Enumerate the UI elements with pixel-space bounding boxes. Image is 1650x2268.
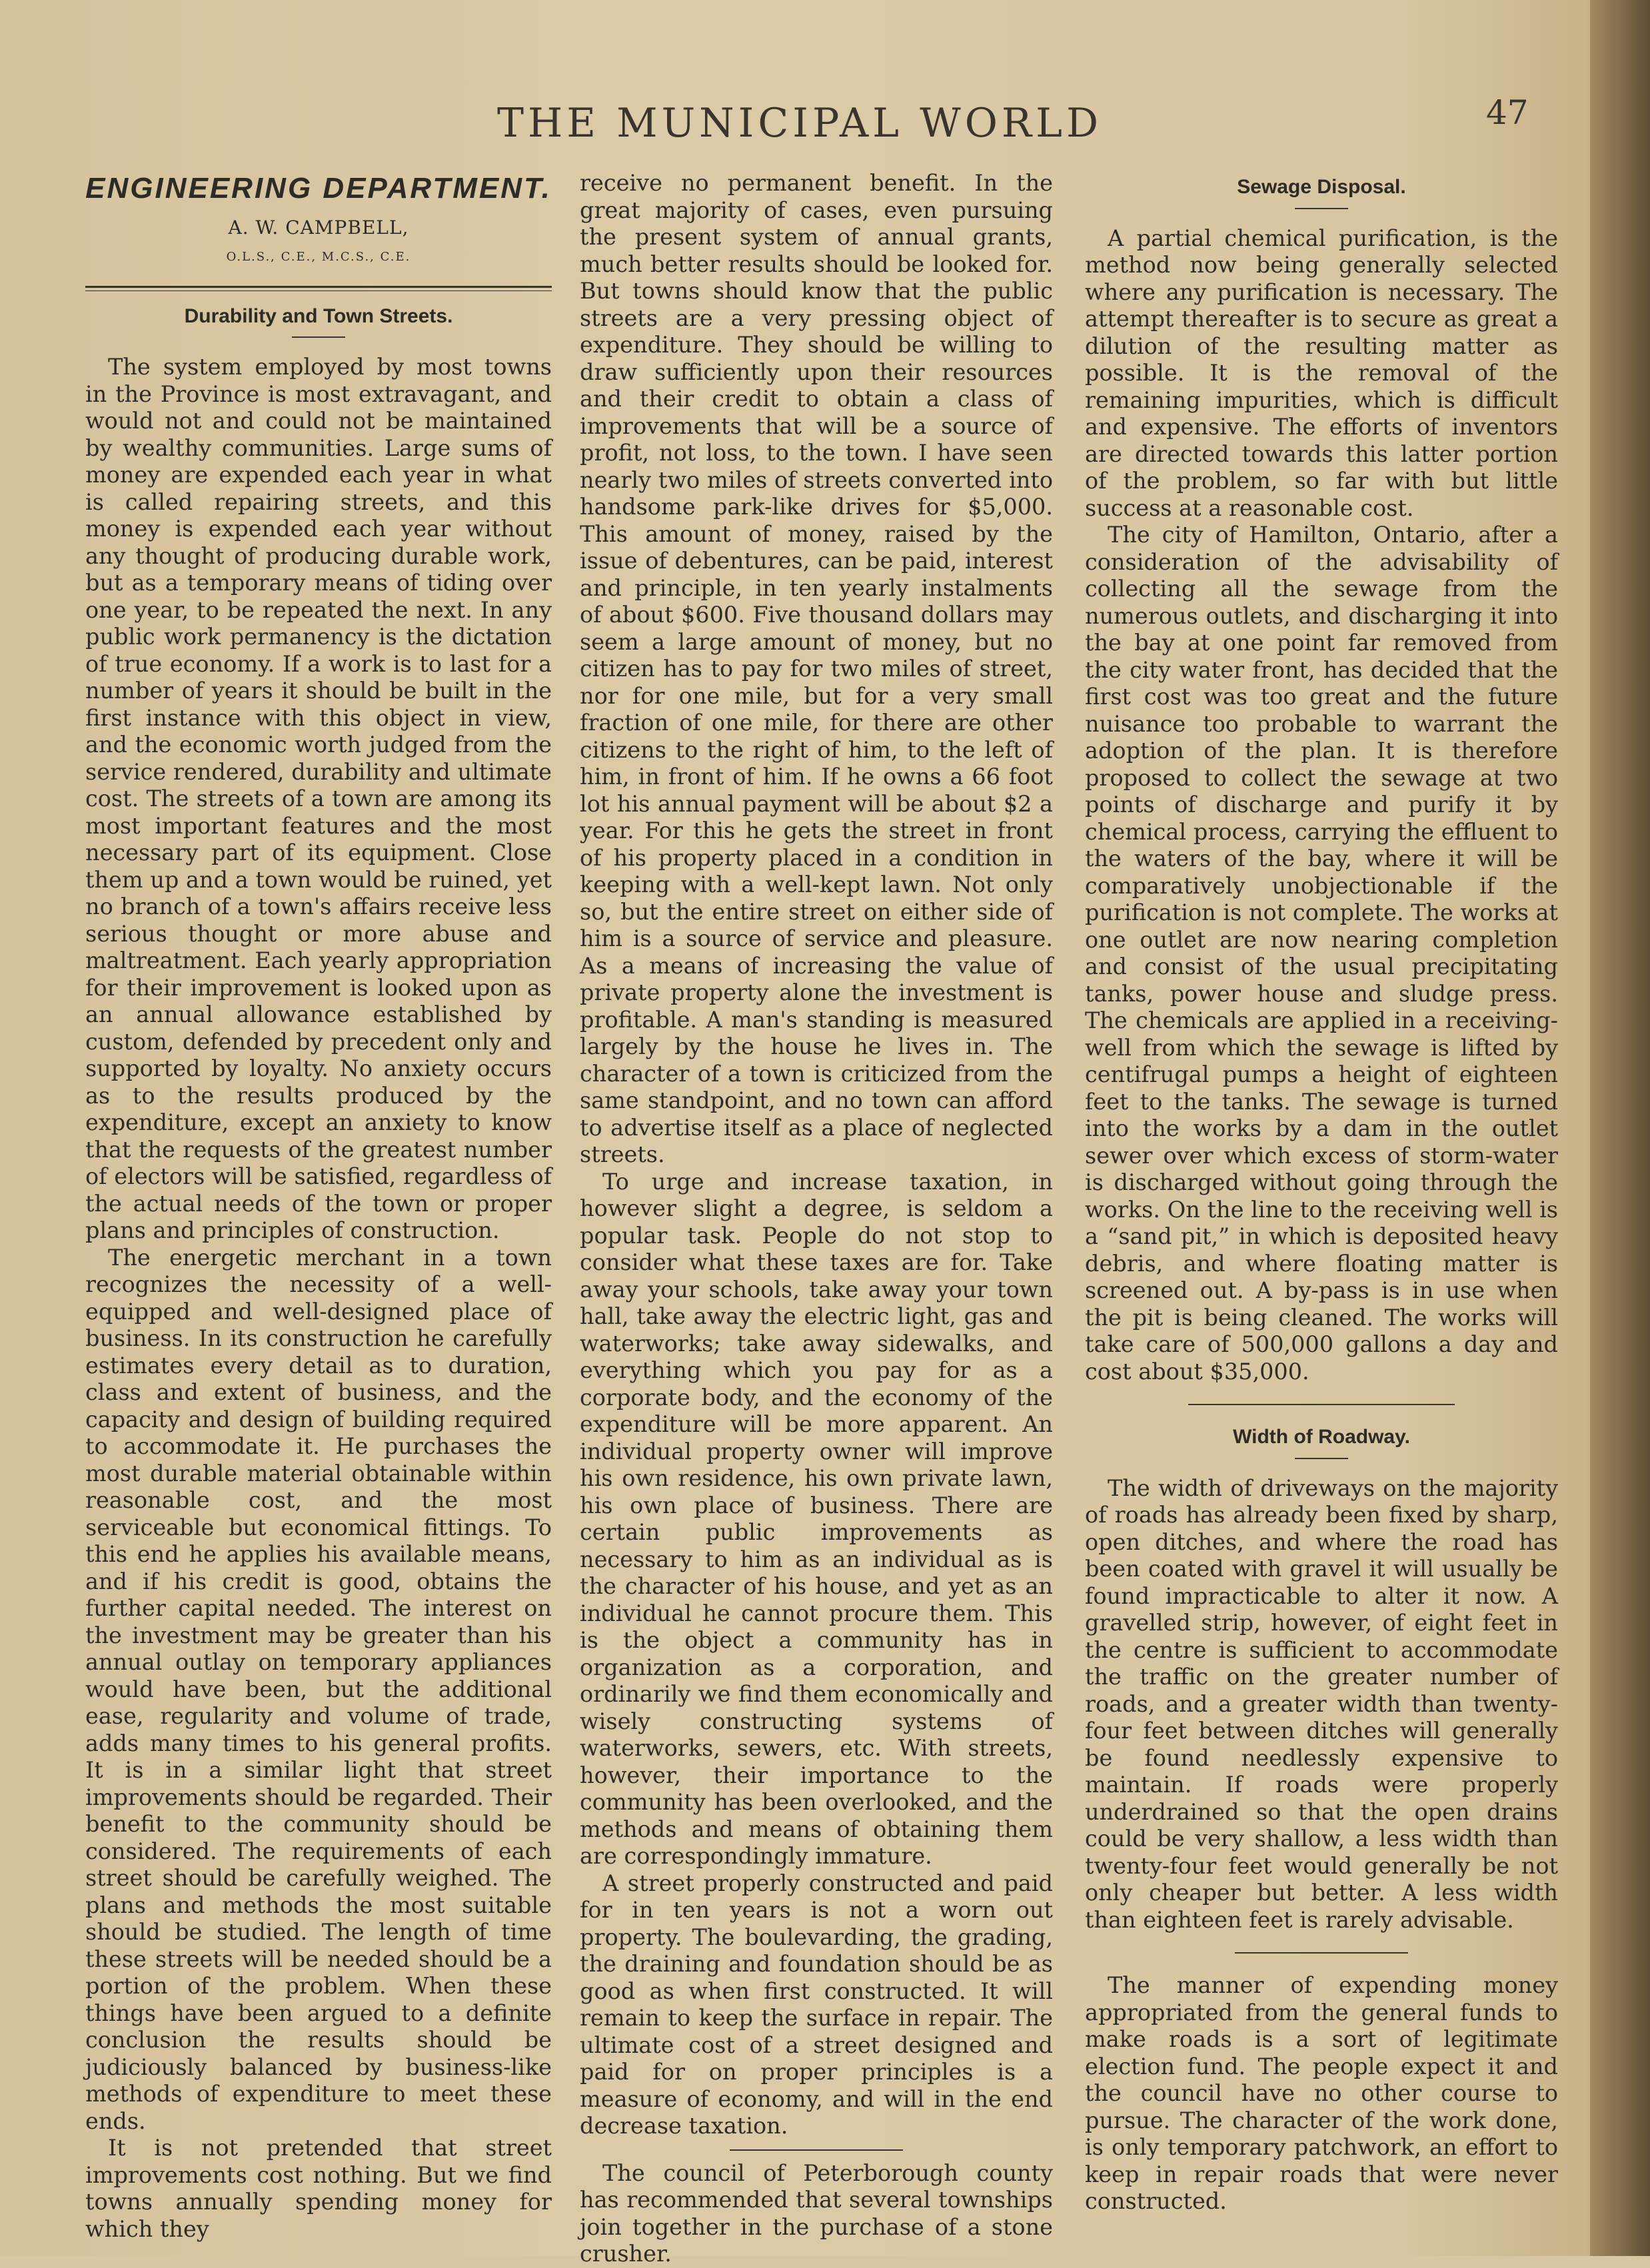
page-header <box>0 87 1650 160</box>
section-rule <box>1188 1404 1455 1405</box>
author-name: A. W. CAMPBELL, <box>228 216 409 239</box>
page-number: 47 <box>1486 93 1529 132</box>
short-rule <box>1295 1458 1348 1459</box>
paragraph: To urge and increase taxation, in however slight a degree, is seldom a popular task. People do not stop to consider what these taxes are for. Take away your schools, take away your town hall, take away the electric light, gas and waterworks; take away sidewalks, and everything which you pay for as a corporate body, and the economy of the expenditure will be more apparent. An individual property owner will improve his own residence, his own private lawn, his own place of business. There are certain public improvements as necessary to him as an individual as is the character of his house, and yet as an individual he cannot procure them. This is the object a community has in organization as a corporation, and ordinarily we find them economically and wisely constructing systems of waterworks, sewers, etc. With streets, however, their importance to the community has been overlooked, and the methods and means of obtaining them are correspondingly immature. <box>580 1168 1053 1869</box>
paragraph: The city of Hamilton, Ontario, after a consideration of the advisability of collecting all the sewage from the numerous outlets, and discharging it into the bay at one point far removed from the city water front, has decided that the first cost was too great and the future nuisance too probable to warrant the adoption of the plan. It is therefore proposed to collect the sewage at two points of discharge and purify it by chemical process, carrying the effluent to the waters of the bay, where it will be comparatively unobjectionable if the purification is not complete. The works at one outlet are now nearing completion and consist of the usual precipitating tanks, power house and sludge press. The chemicals are applied in a receiving-well from which the sewage is lifted by centifrugal pumps a height of eighteen feet to the tanks. The sewage is turned into the works by a dam in the outlet sewer over which excess of storm-water is discharged without going through the works. On the line to the receiving well is a “sand pit,” in which is deposited heavy debris, and where floating matter is screened out. A by-pass is in use when the pit is being cleaned. The works will take care of 500,000 gallons a day and cost about $35,000. <box>1085 522 1558 1385</box>
short-rule <box>1295 208 1348 209</box>
section-rule <box>1235 1952 1408 1954</box>
paragraph: The council of Peterborough county has recommended that several townships join together in the purchase of a stone crusher. <box>580 2159 1053 2267</box>
column-2 <box>580 170 1053 2268</box>
department-title: ENGINEERING DEPARTMENT. <box>85 172 552 205</box>
paragraph: The energetic merchant in a town recognizes the necessity of a well-equipped and well-designed place of business. In its construction he carefully estimates every detail as to duration, class and extent of business, and the capacity and design of building required to accommodate it. He purchases the most durable material obtainable within reasonable cost, and the most serviceable but economical fittings. To this end he applies his available means, and if his credit is good, obtains the further capital needed. The interest on the investment may be greater than his annual outlay on temporary appliances would have been, but the additional ease, regularity and volume of trade, adds many times to his general profits. It is in a similar light that street improvements should be regarded. Their benefit to the community should be considered. The requirements of each street should be carefully weighed. The plans and methods the most suitable should be studied. The length of time these streets will be needed should be a portion of the problem. When these things have been argued to a definite conclusion the results should be judiciously balanced by business-like methods of expenditure to meet these ends. <box>85 1244 552 2134</box>
short-rule <box>292 336 345 338</box>
paragraph: receive no permanent benefit. In the great majority of cases, even pursuing the present system of annual grants, much better results should be looked for. But towns should know that the public streets are a very pressing object of expenditure. They should be willing to draw sufficiently upon their resources and their credit to obtain a class of improvements that will be a source of profit, not loss, to the town. I have seen nearly two miles of streets converted into handsome park-like drives for $5,000. This amount of money, raised by the issue of debentures, can be paid, interest and principle, in ten yearly instalments of about $600. Five thousand dollars may seem a large amount of money, but no citizen has to pay for two miles of street, nor for one mile, but for a very small fraction of one mile, for there are other citizens to the right of him, to the left of him, in front of him. If he owns a 66 foot lot his annual payment will be about $2 a year. For this he gets the street in front of his property placed in a condition in keeping with a well-kept lawn. Not only so, but the entire street on either side of him is a source of service and pleasure. As a means of increasing the value of private property alone the investment is profitable. A man's standing is measured largely by the house he lives in. The character of a town is criticized from the same standpoint, and no town can afford to advertise itself as a place of neglected streets. <box>580 170 1053 1167</box>
section-title: Durability and Town Streets. <box>184 304 453 327</box>
paragraph: The width of driveways on the majority of roads has already been fixed by sharp, open ditches, and where the road has been coated with gravel it will usually be found impracticable to alter it now. A gravelled strip, however, of eight feet in the centre is sufficient to accommodate the traffic on the greater number of roads, and a greater width than twenty-four feet between ditches will generally be found needlessly expensive to maintain. If roads were properly underdrained so that the open drains could be very shallow, a less width than twenty-four feet would generally be not only cheaper but better. A less width than eighteen feet is rarely advisable. <box>1085 1474 1558 1933</box>
author-credentials: O.L.S., C.E., M.C.S., C.E. <box>226 250 411 264</box>
paragraph: It is not pretended that street improvements cost nothing. But we find towns annually spending money for which they <box>85 2135 552 2242</box>
paragraph: A partial chemical purification, is the method now being generally selected where any purification is necessary. The attempt thereafter is to secure as great a dilution of the resulting matter as possible. It is the removal of the remaining impurities, which is difficult and expensive. The efforts of inventors are directed towards this latter portion of the problem, so far with but little success at a reasonable cost. <box>1085 225 1558 521</box>
double-rule <box>85 286 552 291</box>
column-3 <box>1085 170 1558 2215</box>
column-1 <box>85 170 552 2243</box>
paragraph: The system employed by most towns in the Province is most extravagant, and would not and could not be maintained by wealthy communities. Large sums of money are expended each year in what is called repairing streets, and this money is expended each year without any thought of producing durable work, but as a temporary means of tiding over one year, to be repeated the next. In any public work permanency is the dictation of true economy. If a work is to last for a number of years it should be built in the first instance with this object in view, and the economic worth judged from the service rendered, durability and ultimate cost. The streets of a town are among its most important features and the most necessary part of its equipment. Close them up and a town would be ruined, yet no branch of a town's affairs receive less serious thought or more abuse and maltreatment. Each yearly appropriation for their improvement is looked upon as an annual allowance established by custom, defended by precedent only and supported by loyalty. No anxiety occurs as to the results produced by the expenditure, except an anxiety to know that the requests of the greatest number of electors will be satisfied, regardless of the actual needs of the town or proper plans and principles of construction. <box>85 354 552 1243</box>
masthead: THE MUNICIPAL WORLD <box>496 100 1103 147</box>
section-title: Width of Roadway. <box>1233 1426 1410 1448</box>
paragraph: The manner of expending money appropriated from the general funds to make roads is a sort of legitimate election fund. The people expect it and the council have no other course to pursue. The character of the work done, is only temporary patchwork, an effort to keep in repair roads that were never constructed. <box>1085 1972 1558 2214</box>
section-rule <box>730 2149 903 2151</box>
section-title: Sewage Disposal. <box>1237 176 1406 198</box>
paragraph: A street properly constructed and paid for in ten years is not a worn out property. The boulevarding, the grading, the draining and foundation should be as good as when first constructed. It will remain to keep the surface in repair. The ultimate cost of a street designed and paid for on proper principles is a measure of economy, and will in the end decrease taxation. <box>580 1870 1053 2139</box>
book-spine <box>1590 0 1650 2256</box>
